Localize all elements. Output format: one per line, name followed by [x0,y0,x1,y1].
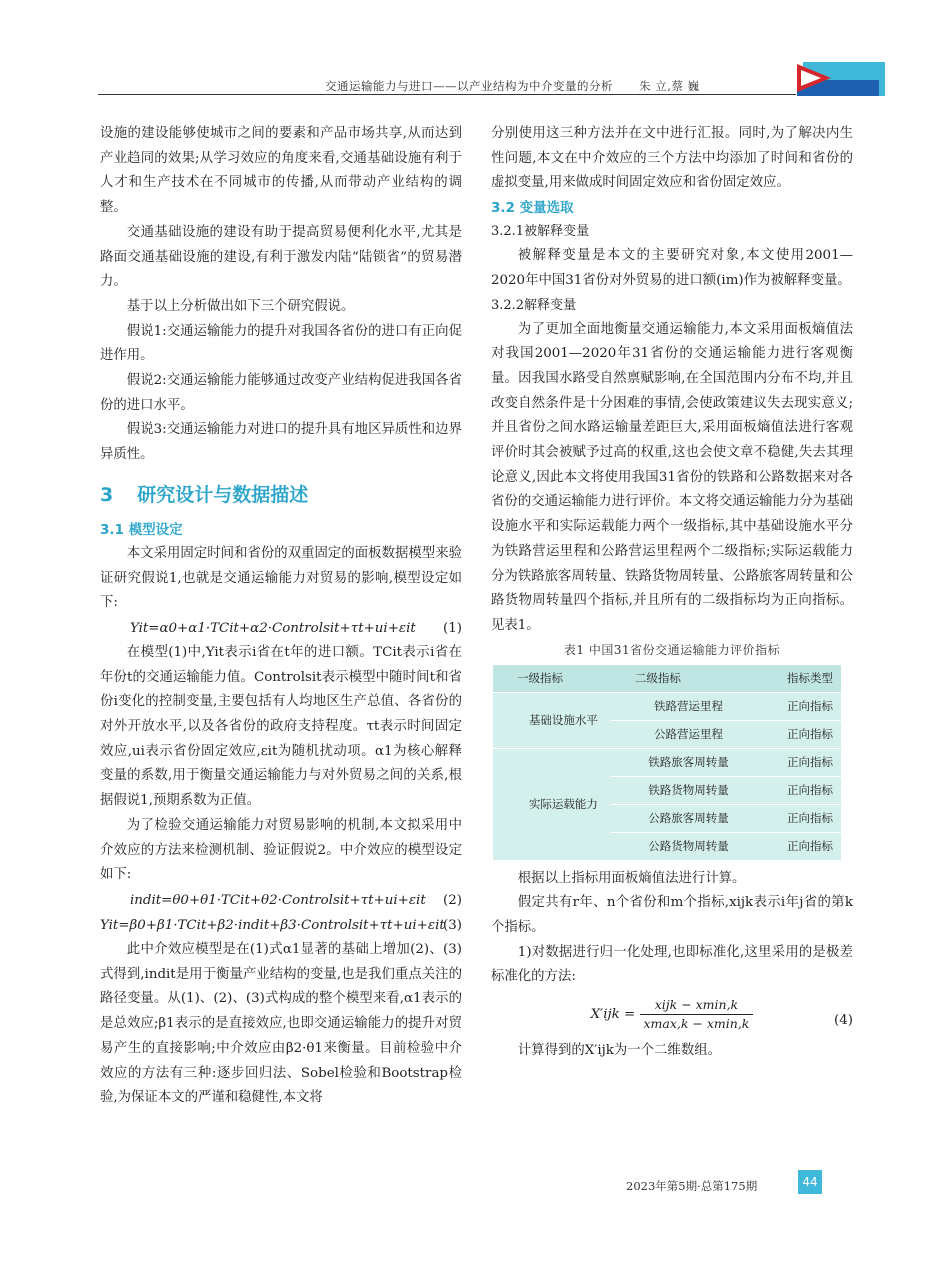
table-row [493,692,841,720]
paragraph: 在模型(1)中,Yit表示i省在t年的进口额。TCit表示i省在年份t的交通运输能力值。Controlsit表示模型中随时间t和省份i变化的控制变量,主要包括有人均地区生产总值、各省份的对外开放水平,以及各省份的政府支持程度。τt表示时间固定效应,ui表示省份固定效应,εit为随机扰动项。α1为核心解释变量的系数,用于衡量交通运输能力与对外贸易之间的关系,根据假说1,预期系数为正值。 [100,644,462,809]
group-cell: 实际运载能力 [493,748,611,860]
paragraph: 根据以上指标用面板熵值法进行计算。 [517,870,746,886]
issue-footer: 2023年第5期·总第175期 [626,1179,758,1193]
paragraph: 基于以上分析做出如下三个研究假说。 [126,298,355,314]
group-cell: 基础设施水平 [493,692,611,748]
indicator-cell: 公路营运里程 [611,720,743,748]
table-row [493,748,841,776]
paragraph: 为了更加全面地衡量交通运输能力,本文采用面板熵值法对我国2001—2020年31省份的交通运输能力进行客观衡量。因我国水路受自然禀赋影响,在全国范围内分布不均,并且改变自然条件是十分困难的事情,会使政策建议失去现实意义;并且省份之间水路运输量差距巨大,采用面板熵值法进行客观评价时其会被赋予过高的权重,这也会使文章不稳健,失去其理论意义,因此本文将使用我国31省份的铁路和公路数据来对各省份的交通运输能力进行评价。本文将交通运输能力分为基础设施水平和实际运载能力两个一级指标,其中基础设施水平分为铁路营运里程和公路营运里程两个二级指标;实际运载能力分为铁路旅客周转量、铁路货物周转量、公路旅客周转量和公路货物周转量四个指标,并且所有的二级指标均为正向指标。见表1。 [491,321,853,633]
page-number: 44 [798,1170,822,1194]
table-header-row [493,665,841,693]
type-cell: 正向指标 [743,776,841,804]
paragraph: 假定共有r年、n个省份和m个指标,xijk表示i年j省的第k个指标。 [491,895,853,936]
paragraph: 交通基础设施的建设有助于提高贸易便利化水平,尤其是路面交通基础设施的建设,有利于激发内陆“陆锁省”的贸易潜力。 [100,224,462,290]
indicator-cell: 公路旅客周转量 [611,804,743,832]
indicator-cell: 铁路货物周转量 [611,776,743,804]
indicator-cell: 铁路旅客周转量 [611,748,743,776]
paragraph: 此中介效应模型是在(1)式α1显著的基础上增加(2)、(3)式得到,indit是用于衡量产业结构的变量,也是我们重点关注的路径变量。从(1)、(2)、(3)式构成的整个模型来看,α1表示的是总效应;β1表示的是直接效应,也即交通运输能力的提升对贸易产生的直接影响;中介效应由β2·θ1来衡量。目前检验中介效应的方法有三种:逐步回归法、Sobel检验和Bootstrap检验,为保证本文的严谨和稳健性,本文将 [100,941,462,1106]
hypothesis-2: 假说2:交通运输能力能够通过改变产业结构促进我国各省份的进口水平。 [100,373,462,413]
type-cell: 正向指标 [743,804,841,832]
subsection-heading: 3.1 模型设定 [100,521,183,538]
subsection-heading: 3.2 变量选取 [491,200,574,217]
header-rule [98,94,796,95]
paragraph: 被解释变量是本文的主要研究对象,本文使用2001—2020年中国31省份对外贸易的进口额(im)作为被解释变量。 [491,248,853,288]
equation-4: (4) X′ijk = $\frac{\text{xijk − xmin,k}}{xmax,k - xmin,k}$ [590,997,853,1032]
hypothesis-1: 假说1:交通运输能力的提升对我国各省份的进口有正向促进作用。 [100,323,462,364]
indicator-cell: 铁路营运里程 [611,692,743,720]
paragraph: 设施的建设能够使城市之间的要素和产品市场共享,从而达到产业趋同的效果;从学习效应的角度来看,交通基础设施有利于人才和生产技术在不同城市的传播,从而带动产业结构的调整。 [100,126,462,216]
right-column [491,122,853,1064]
paragraph: 本文采用固定时间和省份的双重固定的面板数据模型来验证研究假说1,也就是交通运输能力对贸易的影响,模型设定如下: [100,545,462,611]
paragraph: 1)对数据进行归一化处理,也即标准化,这里采用的是极差标准化的方法: [491,944,853,985]
left-column [100,122,462,1111]
indicator-cell: 公路货物周转量 [611,832,743,860]
running-header [325,78,765,94]
table-header-cell: 一级指标 [493,665,611,693]
journal-logo-icon [797,62,885,96]
running-title: 交通运输能力与进口——以产业结构为中介变量的分析 [325,79,613,93]
equation-3: (3) Yit=β0+β1·TCit+β2·indit+β3·Controlsit+τt+ui+εit [100,917,462,933]
paragraph: 分别使用这三种方法并在文中进行汇报。同时,为了解决内生性问题,本文在中介效应的三个方法中均添加了时间和省份的虚拟变量,用来做成时间固定效应和省份固定效应。 [491,126,853,191]
hypothesis-3: 假说3:交通运输能力对进口的提升具有地区异质性和边界异质性。 [100,422,462,463]
section-heading: 3 研究设计与数据描述 [100,483,309,506]
equation-1: (1) Yit=α0+α1·TCit+α2·Controlsit+τt+ui+εit [130,620,462,636]
subsubsection-heading: 3.2.2解释变量 [491,297,577,313]
paragraph: 为了检验交通运输能力对贸易影响的机制,本文拟采用中介效应的方法来检测机制、验证假说2。中介效应的模型设定如下: [100,817,462,883]
table-header-cell: 指标类型 [743,665,841,693]
table-caption: 表1 中国31省份交通运输能力评价指标 [563,642,781,657]
subsubsection-heading: 3.2.1被解释变量 [491,224,590,240]
running-authors: 朱 立,蔡 巍 [639,79,700,93]
equation-2: (2) indit=θ0+θ1·TCit+θ2·Controlsit+τt+ui+εit [130,892,462,908]
type-cell: 正向指标 [743,832,841,860]
type-cell: 正向指标 [743,720,841,748]
indicator-table [493,665,841,861]
type-cell: 正向指标 [743,748,841,776]
type-cell: 正向指标 [743,692,841,720]
paragraph: 计算得到的X′ijk为一个二维数组。 [517,1043,721,1059]
table-header-cell: 二级指标 [611,665,743,693]
